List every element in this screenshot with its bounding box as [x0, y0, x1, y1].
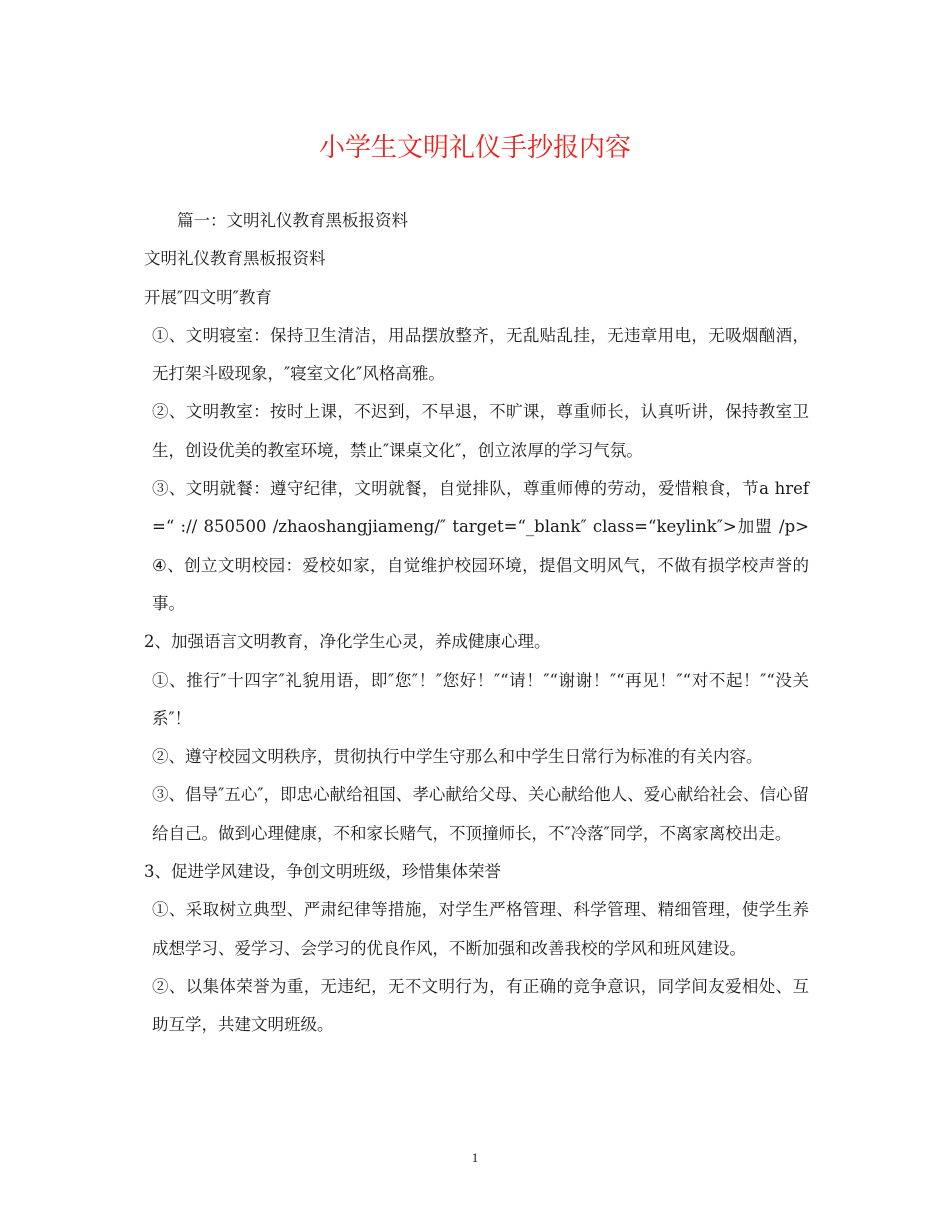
list-item: ①、推行″十四字″礼貌用语，即″您″！″您好！″“请！″“谢谢！″“再见！″“对不起！″“没关系″！: [152, 670, 809, 728]
list-item: ③、文明就餐：遵守纪律，文明就餐，自觉排队，尊重师傅的劳动，爱惜粮食，节a href=“ :// 850500 /zhaoshangjiameng/″ target=“_blank″ class=“keylink″>加盟 /p>④、创立文明校园：爱校如家，自觉维护校园环境，提倡文明风气，不做有损学校声誉的事。: [152, 479, 809, 613]
page-number: 1: [471, 1150, 479, 1165]
document-body: [144, 202, 809, 1045]
list-item: ②、遵守校园文明秩序，贯彻执行中学生守那么和中学生日常行为标准的有关内容。: [152, 747, 763, 767]
list-item: ②、文明教室：按时上课，不迟到，不早退，不旷课，尊重师长，认真听讲，保持教室卫生，创设优美的教室环境，禁止″课桌文化″，创立浓厚的学习气氛。: [152, 402, 809, 460]
paragraph: 开展″四文明″教育: [144, 287, 272, 307]
list-item: ①、采取树立典型、严肃纪律等措施，对学生严格管理、科学管理、精细管理，使学生养成想学习、爱学习、会学习的优良作风，不断加强和改善我校的学风和班风建设。: [152, 900, 809, 958]
paragraph: 3、促进学风建设，争创文明班级，珍惜集体荣誉: [144, 862, 501, 882]
paragraph: 2、加强语言文明教育，净化学生心灵，养成健康心理。: [144, 632, 551, 652]
list-item: ②、以集体荣誉为重，无违纪，无不文明行为，有正确的竞争意识，同学间友爱相处、互助互学，共建文明班级。: [152, 976, 809, 1035]
section-heading: 篇一：文明礼仪教育黑板报资料: [177, 211, 408, 230]
list-item: ①、文明寝室：保持卫生清洁，用品摆放整齐，无乱贴乱挂，无违章用电，无吸烟酗酒，无打架斗殴现象，″寝室文化″风格高雅。: [152, 325, 809, 384]
document-title: 小学生文明礼仪手抄报内容: [318, 133, 631, 163]
paragraph: 文明礼仪教育黑板报资料: [144, 249, 326, 269]
list-item: ③、倡导″五心″，即忠心献给祖国、孝心献给父母、关心献给他人、爱心献给社会、信心留给自己。做到心理健康，不和家长赌气，不顶撞师长，不″冷落″同学，不离家离校出走。: [152, 785, 809, 843]
